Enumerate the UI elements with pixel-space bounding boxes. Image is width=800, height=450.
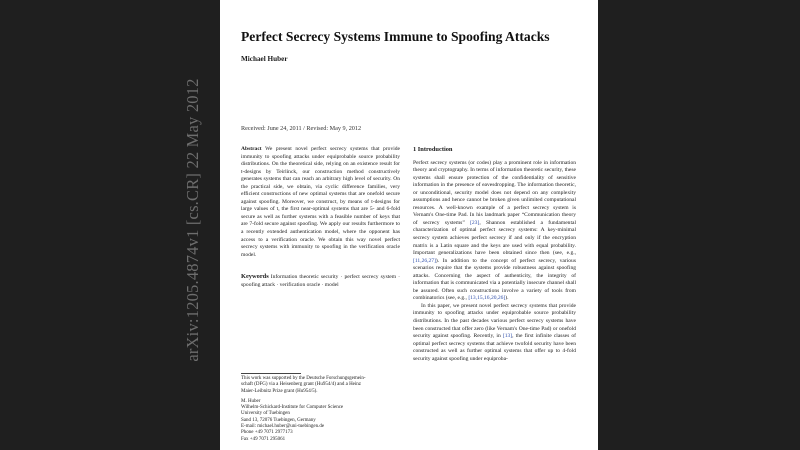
address-line: Sand 13, 72076 Tuebingen, Germany — [241, 417, 316, 423]
section-heading-introduction: 1 Introduction — [413, 146, 453, 153]
email-line: E-mail: michael.huber@uni-tuebingen.de — [241, 424, 325, 430]
citation-link[interactable]: [23] — [470, 219, 480, 226]
footnote-line: Maier-Leibnitz Prize grant (Hu954/5). — [241, 388, 318, 394]
intro-paragraph-1 — [413, 160, 576, 303]
intro-p1-text-b: , Shannon established a fundamental characterization of optimal perfect secrecy systems: A key-minimal secrecy system achieves perfect secrecy if and only if the encryption matrix is a Latin square and the keys are used with equal probability. Important generalizations have been obtained since then (see, e.g., — [413, 219, 576, 257]
keywords-text: Information theoretic security · perfect secrecy system · spoofing attack · verification oracle · model — [241, 274, 400, 288]
footnote-divider — [241, 373, 301, 374]
address-line: University of Tuebingen — [241, 411, 290, 417]
intro-p1-text-d: ). — [505, 295, 509, 302]
citation-link[interactable]: [13,15,16,20,26] — [468, 295, 506, 302]
abstract-label: Abstract — [241, 146, 262, 152]
phone-line: Phone +49 7071 2977173 — [241, 430, 293, 436]
keywords-label: Keywords — [241, 273, 269, 281]
intro-p1-text-c: ). In addition to the concept of perfect secrecy, various scenarios require that the systems provide robustness against spoofing attacks. Concerning the aspect of authenticity, the integrity of information that is communicated via a potentially insecure channel shall be assured. Often such constructions involve a variety of tools from combinatorics (see, e.g., — [413, 257, 576, 302]
right-column — [413, 146, 576, 363]
keywords — [241, 273, 400, 289]
arxiv-identifier: arXiv:1205.4874v1 [cs.CR] 22 May 2012 — [183, 78, 202, 362]
footnotes — [241, 376, 400, 447]
received-date: Received: June 24, 2011 / Revised: May 9, 2012 — [241, 125, 362, 132]
abstract-text: We present novel perfect secrecy systems that provide immunity to spoofing attacks under equiprobable source probability distributions. On the theoretical side, relying on an existence result for t-designs by Teirlinck, our construction method constructively generates systems that can reach an arbitrary high level of security. On the practical side, we obtain, via cyclic difference families, very efficient constructions of new optimal systems that are onefold secure against spoofing. Moreover, we construct, by means of t-designs for large values of t, the first near-optimal systems that are 5- and 6-fold secure as well as further systems with a feasible number of keys that are 7-fold secure against spoofing. We apply our results furthermore to a recently extended authentication model, where the opponent has access to a verification oracle. We obtain this way novel perfect secrecy systems with immunity to spoofing in the verification oracle model. — [241, 146, 400, 258]
citation-link[interactable]: [13] — [502, 333, 513, 340]
intro-p1-text-a: Perfect secrecy systems (or codes) play a prominent role in information theory and cryptography. In terms of information theoretic security, these systems shall ensure protection of the confidentiality of sensitive information in the presence of eavesdropping. The information theoretic, or unconditional, security model does not depend on any complexity assumptions and hence cannot be broken given unlimited computational resources. A well-known example of a perfect secrecy system is Vernam's One-time Pad. In his landmark paper “Communication theory of secrecy systems” — [413, 159, 576, 226]
left-column — [241, 146, 400, 289]
funding-note — [241, 376, 400, 395]
address-line: Wilhelm-Schickard-Institute for Computer Science — [241, 405, 344, 411]
author-name: Michael Huber — [241, 55, 288, 63]
author-address — [241, 399, 400, 443]
citation-link[interactable]: [11,26,27] — [413, 257, 436, 264]
footnote-line: schaft (DFG) via a Heisenberg grant (Hu954/4) and a Heinz — [241, 382, 362, 388]
paper-page — [183, 0, 598, 450]
intro-p2-text-a: In this paper, we present novel perfect secrecy systems that provide immunity to spoofing attacks under equiprobable source probability distributions. In the past decades various perfect secrecy systems have been constructed that offer zero (like Vernam's One-time Pad) or onefold security against spoofing. Recently, in — [413, 302, 576, 340]
address-line: M. Huber — [241, 398, 261, 404]
intro-paragraph-2 — [413, 303, 576, 363]
footnote-line: This work was supported by the Deutsche Forschungsgemein- — [241, 376, 366, 381]
paper-title: Perfect Secrecy Systems Immune to Spoofing Attacks — [241, 29, 550, 44]
fax-line: Fax +49 7071 295061 — [241, 436, 286, 442]
abstract — [241, 146, 400, 259]
intro-p2-text-b: , the first infinite classes of optimal perfect secrecy systems that achieve twofold security have been constructed as well as further optimal systems that offer up to 4-fold security against spoofing under equiproba- — [413, 333, 576, 362]
